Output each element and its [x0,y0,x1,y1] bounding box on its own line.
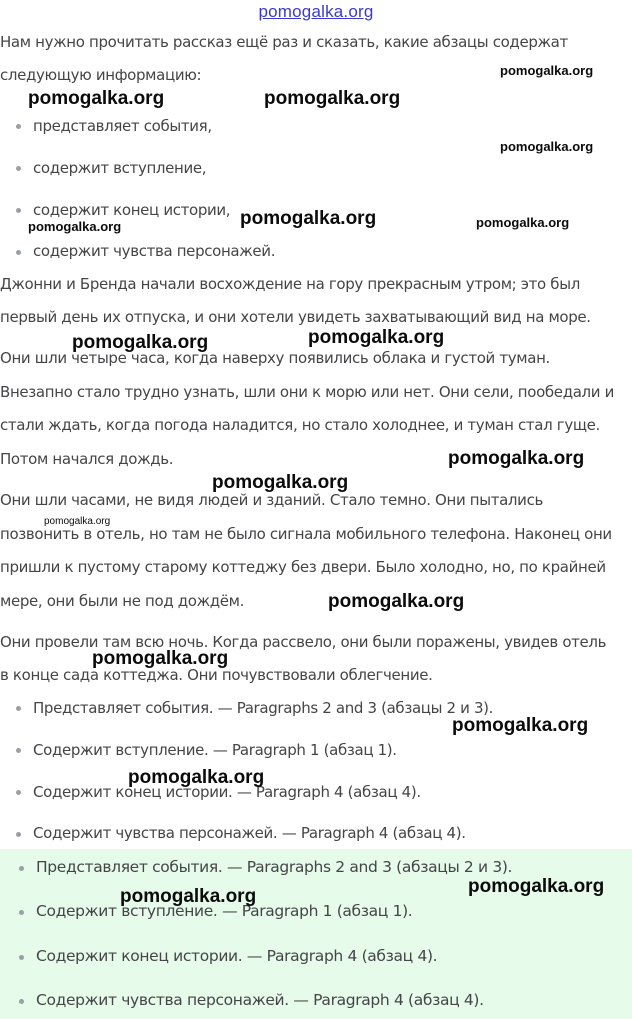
story-line: пришли к пустому старому коттеджу без двери. Было холодно, но, по крайней [0,558,606,576]
answer-item: Содержит чувства персонажей. — Paragraph 4 (абзац 4). [33,824,466,842]
story-line: позвонить в отель, но там не было сигнала мобильного телефона. Наконец они [0,525,612,543]
intro-line-2: следующую информацию: [0,66,202,84]
answer-highlighted-item: Содержит вступление. — Paragraph 1 (абзац 1). [36,902,413,920]
bullet-icon [19,955,24,960]
watermark: pomogalka.org [500,139,594,154]
bullet-icon [16,748,21,753]
answer-item: Содержит конец истории. — Paragraph 4 (абзац 4). [33,783,421,801]
story-line: стали ждать, когда погода наладится, но стало холоднее, и туман стал гуще. [0,416,600,434]
watermark: pomogalka.org [476,215,570,230]
task-item: содержит чувства персонажей. [33,242,276,260]
watermark: pomogalka.org [448,448,585,469]
story-line: Они провели там всю ночь. Когда рассвело, они были поражены, увидев отель [0,633,607,651]
bullet-icon [16,166,21,171]
task-item: содержит вступление, [33,159,207,177]
bullet-icon [16,790,21,795]
watermark: pomogalka.org [128,767,265,788]
watermark: pomogalka.org [72,332,209,353]
story-line: мере, они были не под дождём. [0,592,245,610]
story-line: Они шли часами, не видя людей и зданий. Стало темно. Они пытались [0,491,543,509]
watermark: pomogalka.org [28,219,122,234]
story-line: Джонни и Бренда начали восхождение на гору прекрасным утром; это был [0,275,580,293]
watermark: pomogalka.org [120,886,257,907]
answer-highlighted-item: Содержит чувства персонажей. — Paragraph 4 (абзац 4). [36,991,484,1009]
watermark: pomogalka.org [308,327,445,348]
answer-item: Содержит вступление. — Paragraph 1 (абзац 1). [33,741,397,759]
watermark: pomogalka.org [500,63,594,78]
answer-item: Представляет события. — Paragraphs 2 and 3 (абзацы 2 и 3). [33,699,494,717]
bullet-icon [16,208,21,213]
story-line: Потом начался дождь. [0,450,174,468]
story-line: в конце сада коттеджа. Они почувствовали облегчение. [0,666,433,684]
answer-highlighted-item: Содержит конец истории. — Paragraph 4 (абзац 4). [36,947,438,965]
bullet-icon [16,832,21,837]
task-item: представляет события, [33,117,212,135]
answer-highlighted-item: Представляет события. — Paragraphs 2 and 3 (абзацы 2 и 3). [36,858,513,876]
story-line: Внезапно стало трудно узнать, шли они к морю или нет. Они сели, пообедали и [0,383,615,401]
site-title-link[interactable]: pomogalka.org [258,2,374,21]
task-item: содержит конец истории, [33,201,231,219]
story-line: первый день их отпуска, и они хотели увидеть захватывающий вид на море. [0,308,591,326]
watermark: pomogalka.org [328,591,465,612]
bullet-icon [16,124,21,129]
story-line: Они шли четыре часа, когда наверху появились облака и густой туман. [0,349,550,367]
bullet-icon [16,706,21,711]
watermark: pomogalka.org [240,208,377,229]
watermark: pomogalka.org [452,715,589,736]
watermark: pomogalka.org [468,876,605,897]
watermark: pomogalka.org [92,648,229,669]
bullet-icon [16,250,21,255]
intro-line-1: Нам нужно прочитать рассказ ещё раз и сказать, какие абзацы содержат [0,33,568,51]
watermark: pomogalka.org [28,88,165,109]
watermark: pomogalka.org [44,516,111,527]
bullet-icon [19,910,24,915]
bullet-icon [19,866,24,871]
watermark: pomogalka.org [212,472,349,493]
watermark: pomogalka.org [264,88,401,109]
bullet-icon [19,999,24,1004]
